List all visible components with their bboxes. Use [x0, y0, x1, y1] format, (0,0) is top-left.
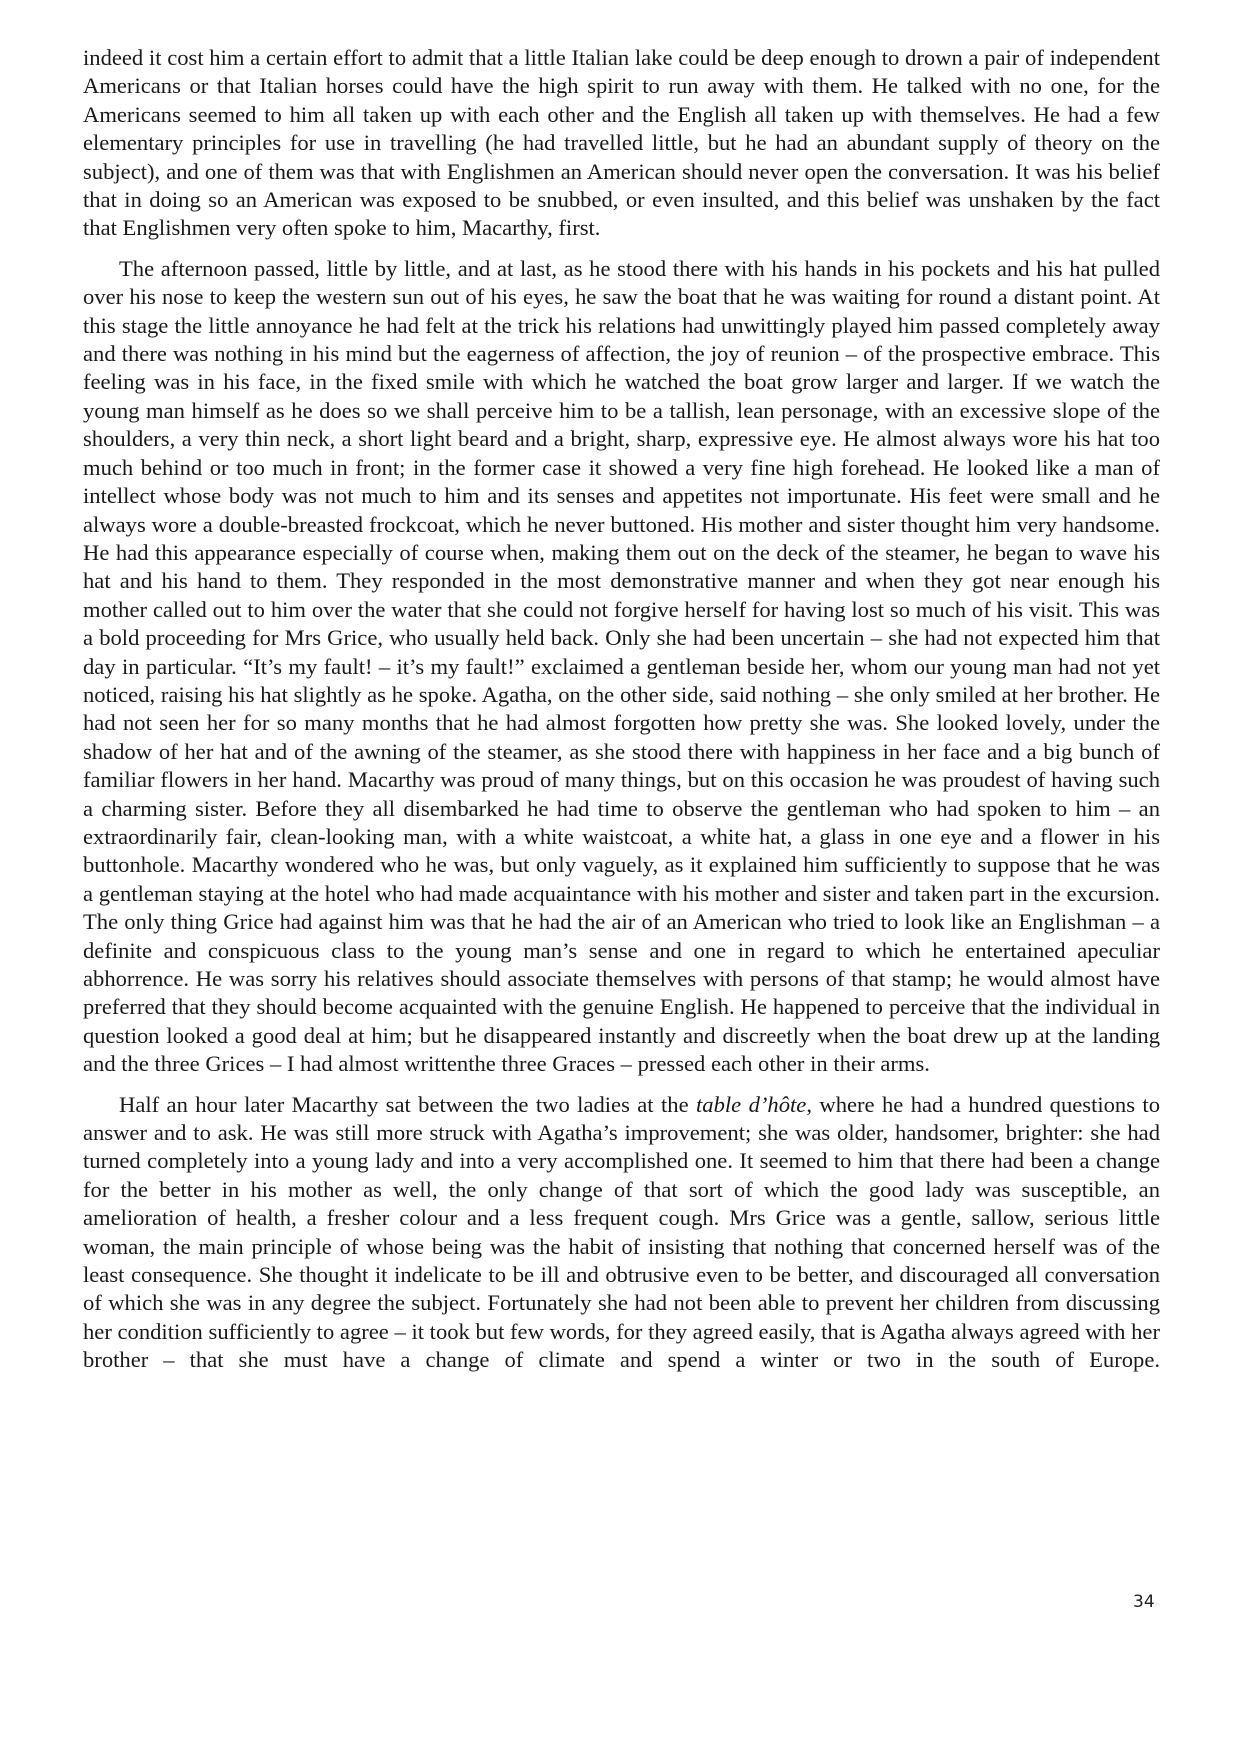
- paragraph-2: [83, 255, 1160, 1079]
- paragraph-1-text: indeed it cost him a certain effort to admit that a little Italian lake could be deep enough to drown a pair of independent Americans or that Italian horses could have the high spirit to run away with them. He talked with no one, for the Americans seemed to him all taken up with each other and the English all taken up with themselves. He had a few elementary principles for use in travelling (he had travelled little, but he had an abundant supply of theory on the subject), and one of them was that with Englishmen an American should never open the conversation. It was his belief that in doing so an American was exposed to be snubbed, or even insulted, and this belief was unshaken by the fact that Englishmen very often spoke to him, Macarthy, first.: [83, 45, 1160, 241]
- paragraph-3-text-end: , where he had a hundred questions to answer and to ask. He was still more struck with Agatha’s improvement; she was older, handsomer, brighter: she had turned completely into a young lady and into a very accomplished one. It seemed to him that there had been a change for the better in his mother as well, the only change of that sort of which the good lady was susceptible, an amelioration of health, a fresher colour and a less frequent cough. Mrs Grice was a gentle, sallow, serious little woman, the main principle of whose being was the habit of insisting that nothing that concerned herself was of the least consequence. She thought it indelicate to be ill and obtrusive even to be better, and discouraged all conversation of which she was in any degree the subject. Fortunately she had not been able to prevent her children from discussing her condition sufficiently to agree – it took but few words, for they agreed easily, that is Agatha always agreed with her brother – that she must have a change of climate and spend a winter or two in the south of Europe.: [83, 1091, 1160, 1373]
- paragraph-3: [83, 1091, 1160, 1375]
- page-body: [83, 44, 1160, 1375]
- paragraph-1: [83, 44, 1160, 243]
- page-number: 34: [1133, 1592, 1155, 1612]
- paragraph-3-italic-phrase: table d’hôte: [696, 1091, 807, 1117]
- paragraph-2-text: The afternoon passed, little by little, and at last, as he stood there with his hands in his pockets and his hat pulled over his nose to keep the western sun out of his eyes, he saw the boat that he was waiting for round a distant point. At this stage the little annoyance he had felt at the trick his relations had unwittingly played him passed completely away and there was nothing in his mind but the eagerness of affection, the joy of reunion – of the prospective embrace. This feeling was in his face, in the fixed smile with which he watched the boat grow larger and larger. If we watch the young man himself as he does so we shall perceive him to be a tallish, lean personage, with an excessive slope of the shoulders, a very thin neck, a short light beard and a bright, sharp, expressive eye. He almost always wore his hat too much behind or too much in front; in the former case it showed a very fine high forehead. He looked like a man of intellect whose body was not much to him and its senses and appetites not importunate. His feet were small and he always wore a double-breasted frockcoat, which he never buttoned. His mother and sister thought him very handsome. He had this appearance especially of course when, making them out on the deck of the steamer, he began to wave his hat and his hand to them. They responded in the most demonstrative manner and when they got near enough his mother called out to him over the water that she could not forgive herself for having lost so much of his visit. This was a bold proceeding for Mrs Grice, who usually held back. Only she had been uncertain – she had not expected him that day in particular. “It’s my fault! – it’s my fault!” exclaimed a gentleman beside her, whom our young man had not yet noticed, raising his hat slightly as he spoke. Agatha, on the other side, said nothing – she only smiled at her brother. He had not seen her for so many months that he had almost forgotten how pretty she was. She looked lovely, under the shadow of her hat and of the awning of the steamer, as she stood there with happiness in her face and a big bunch of familiar flowers in her hand. Macarthy was proud of many things, but on this occasion he was proudest of having such a charming sister. Before they all disembarked he had time to observe the gentleman who had spoken to him – an extraordinarily fair, clean-looking man, with a white waistcoat, a white hat, a glass in one eye and a flower in his buttonhole. Macarthy wondered who he was, but only vaguely, as it explained him sufficiently to suppose that he was a gentleman staying at the hotel who had made acquaintance with his mother and sister and taken part in the excursion. The only thing Grice had against him was that he had the air of an American who tried to look like an Englishman – a definite and conspicuous class to the young man’s sense and one in regard to which he entertained apeculiar abhorrence. He was sorry his relatives should associate themselves with persons of that stamp; he would almost have preferred that they should become acquainted with the genuine English. He happened to perceive that the individual in question looked a good deal at him; but he disappeared instantly and discreetly when the boat drew up at the landing and the three Grices – I had almost writtenthe three Graces – pressed each other in their arms.: [83, 255, 1160, 1077]
- paragraph-3-text-start: Half an hour later Macarthy sat between the two ladies at the: [119, 1091, 697, 1117]
